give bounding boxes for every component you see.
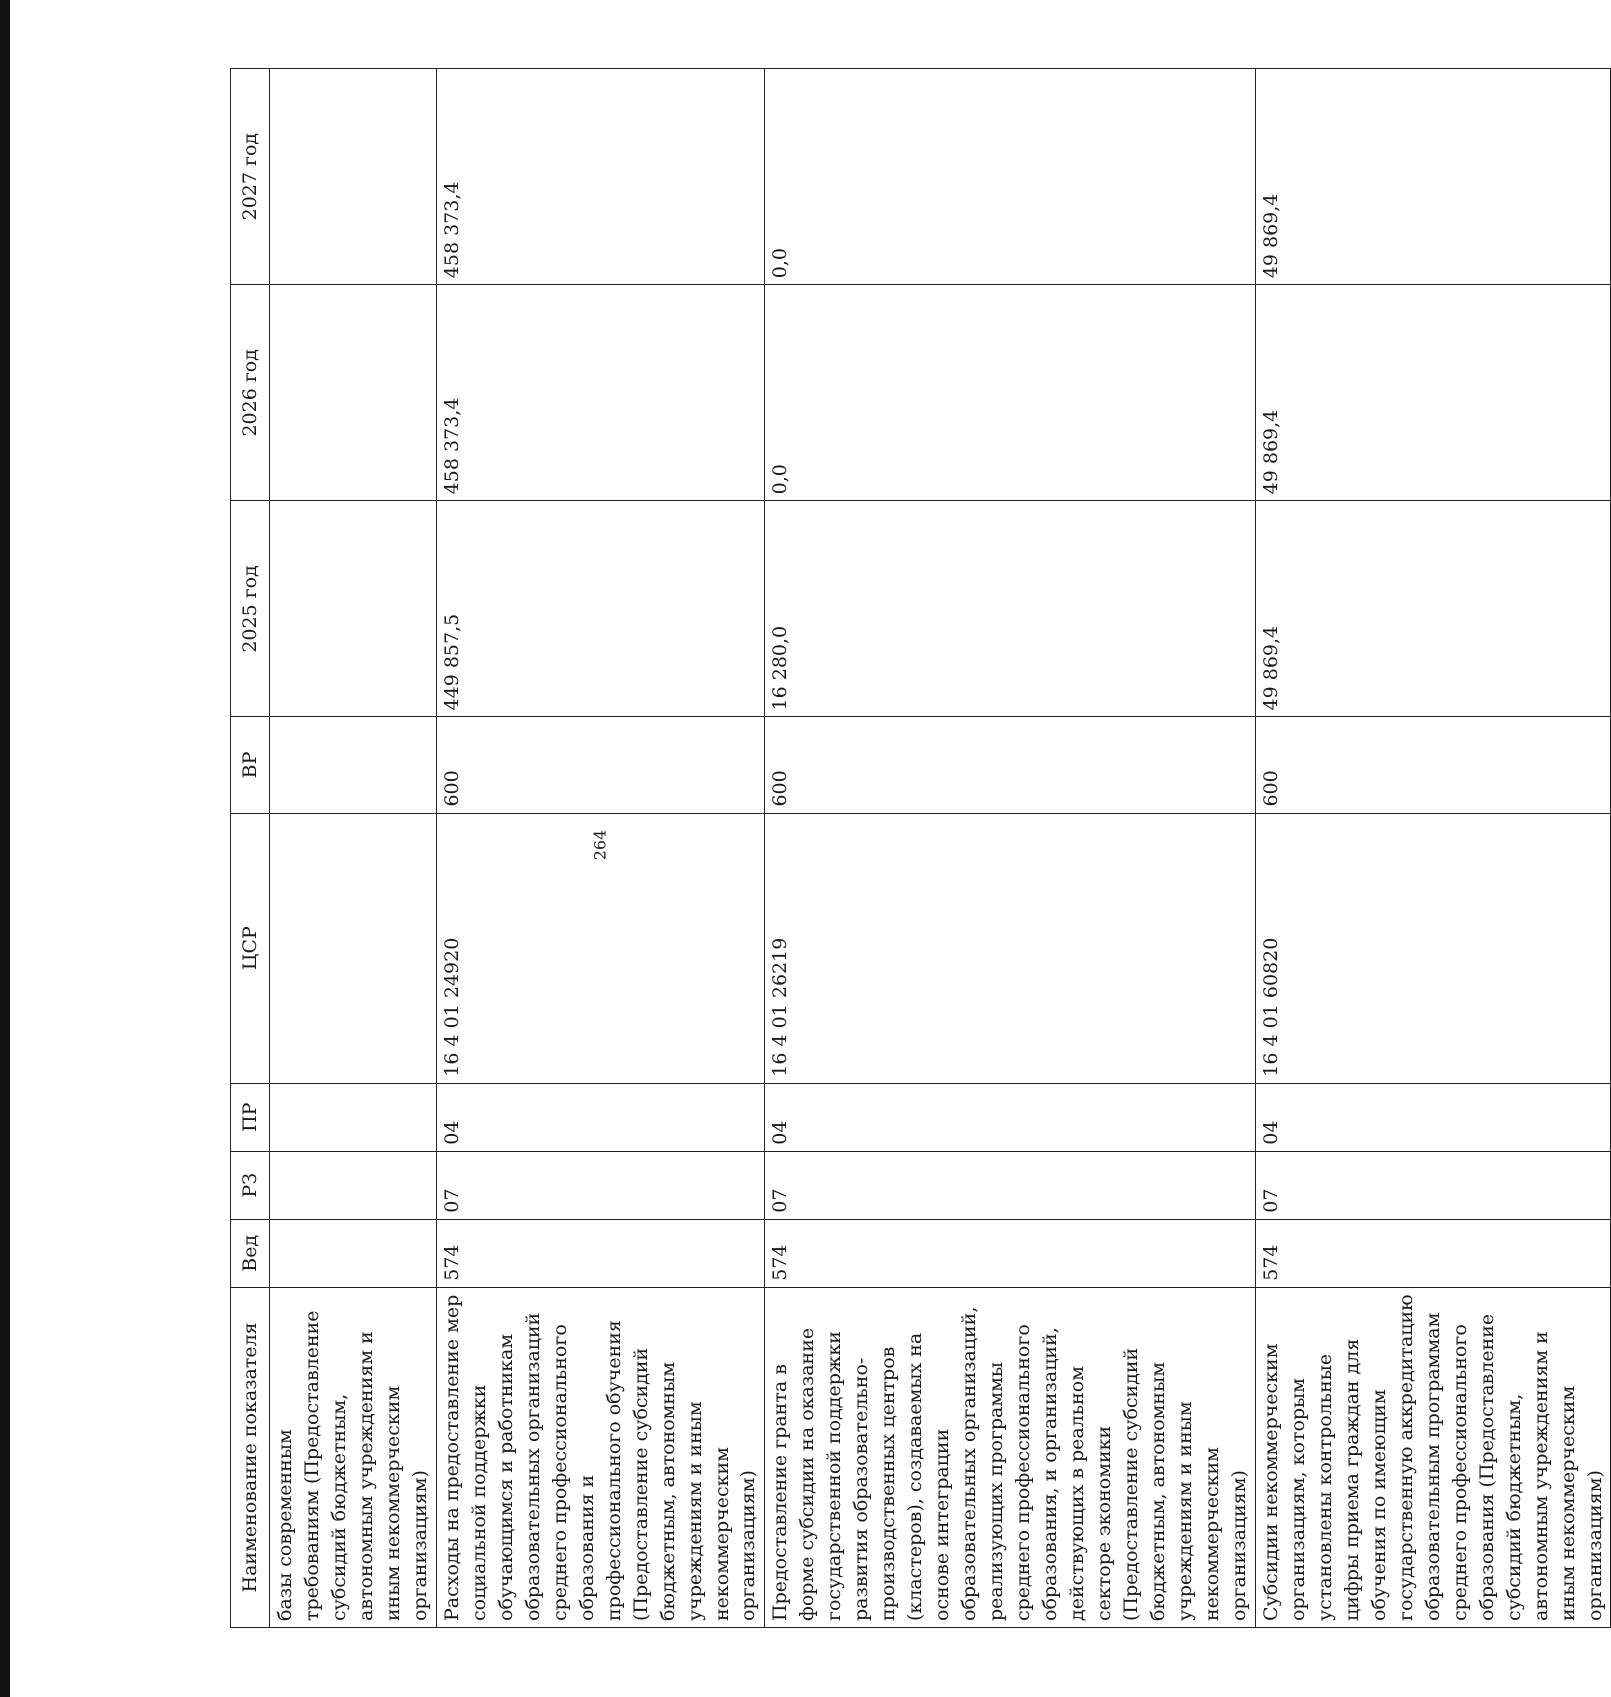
cell-2025: 16 280,0 xyxy=(765,501,1255,717)
table-header-row xyxy=(231,69,270,1628)
cell-ved: 574 xyxy=(1255,1219,1611,1287)
table-row xyxy=(436,69,765,1628)
header-2026: 2026 год xyxy=(231,285,270,501)
scan-dark-edge xyxy=(0,0,10,1697)
budget-table xyxy=(230,68,1611,1628)
budget-table-rotated xyxy=(230,68,1606,1628)
header-vr: ВР xyxy=(231,717,270,813)
cell-2025: 449 857,5 xyxy=(436,501,765,717)
header-pr: ПР xyxy=(231,1083,270,1151)
table-row xyxy=(270,69,437,1628)
cell-name: Предоставление гранта в форме субсидии на оказание государственной поддержки развития образовательно-производственных центров (кластеров), создаваемых на основе интеграции образовательных организаций, реализующих программы среднего профессионального образования, и организаций, действующих в реальном секторе экономики (Предоставление субсидий бюджетным, автономным учреждениям и иным некоммерческим организациям) xyxy=(765,1287,1255,1627)
cell-2026: 0,0 xyxy=(765,285,1255,501)
table-row xyxy=(1255,69,1611,1628)
cell-2026: 458 373,4 xyxy=(436,285,765,501)
cell-csr: 16 4 01 24920 xyxy=(436,813,765,1083)
cell-rz xyxy=(270,1151,437,1219)
header-rz: РЗ xyxy=(231,1151,270,1219)
cell-2025 xyxy=(270,501,437,717)
cell-ved: 574 xyxy=(436,1219,765,1287)
cell-vr: 600 xyxy=(1255,717,1611,813)
cell-2026: 49 869,4 xyxy=(1255,285,1611,501)
cell-csr: 16 4 01 60820 xyxy=(1255,813,1611,1083)
cell-pr: 04 xyxy=(436,1083,765,1151)
cell-csr: 16 4 01 26219 xyxy=(765,813,1255,1083)
cell-rz: 07 xyxy=(436,1151,765,1219)
cell-pr xyxy=(270,1083,437,1151)
cell-pr: 04 xyxy=(765,1083,1255,1151)
cell-2025: 49 869,4 xyxy=(1255,501,1611,717)
cell-2027: 0,0 xyxy=(765,69,1255,285)
header-ved: Вед xyxy=(231,1219,270,1287)
table-row xyxy=(765,69,1255,1628)
cell-vr: 600 xyxy=(765,717,1255,813)
cell-pr: 04 xyxy=(1255,1083,1611,1151)
cell-vr xyxy=(270,717,437,813)
cell-2026 xyxy=(270,285,437,501)
cell-name: Субсидии некоммерческим организациям, которым установлены контрольные цифры приема граждан для обучения по имеющим государственную аккредитацию образовательным программам среднего профессионального образования (Предоставление субсидий бюджетным, автономным учреждениям и иным некоммерческим организациям) xyxy=(1255,1287,1611,1627)
cell-rz: 07 xyxy=(765,1151,1255,1219)
cell-vr: 600 xyxy=(436,717,765,813)
cell-2027 xyxy=(270,69,437,285)
cell-ved: 574 xyxy=(765,1219,1255,1287)
cell-name: Расходы на предоставление мер социальной поддержки обучающимся и работникам образовательных организаций среднего профессионального образования и профессионального обучения (Предоставление субсидий бюджетным, автономным учреждениям и иным некоммерческим организациям) xyxy=(436,1287,765,1627)
header-2027: 2027 год xyxy=(231,69,270,285)
header-2025: 2025 год xyxy=(231,501,270,717)
header-name: Наименование показателя xyxy=(231,1287,270,1627)
cell-name: базы современным требованиям (Предоставление субсидий бюджетным, автономным учреждениям и иным некоммерческим организациям) xyxy=(270,1287,437,1627)
cell-2027: 49 869,4 xyxy=(1255,69,1611,285)
cell-csr xyxy=(270,813,437,1083)
cell-2027: 458 373,4 xyxy=(436,69,765,285)
header-csr: ЦСР xyxy=(231,813,270,1083)
page-number: 264 xyxy=(590,829,610,861)
cell-ved xyxy=(270,1219,437,1287)
cell-rz: 07 xyxy=(1255,1151,1611,1219)
